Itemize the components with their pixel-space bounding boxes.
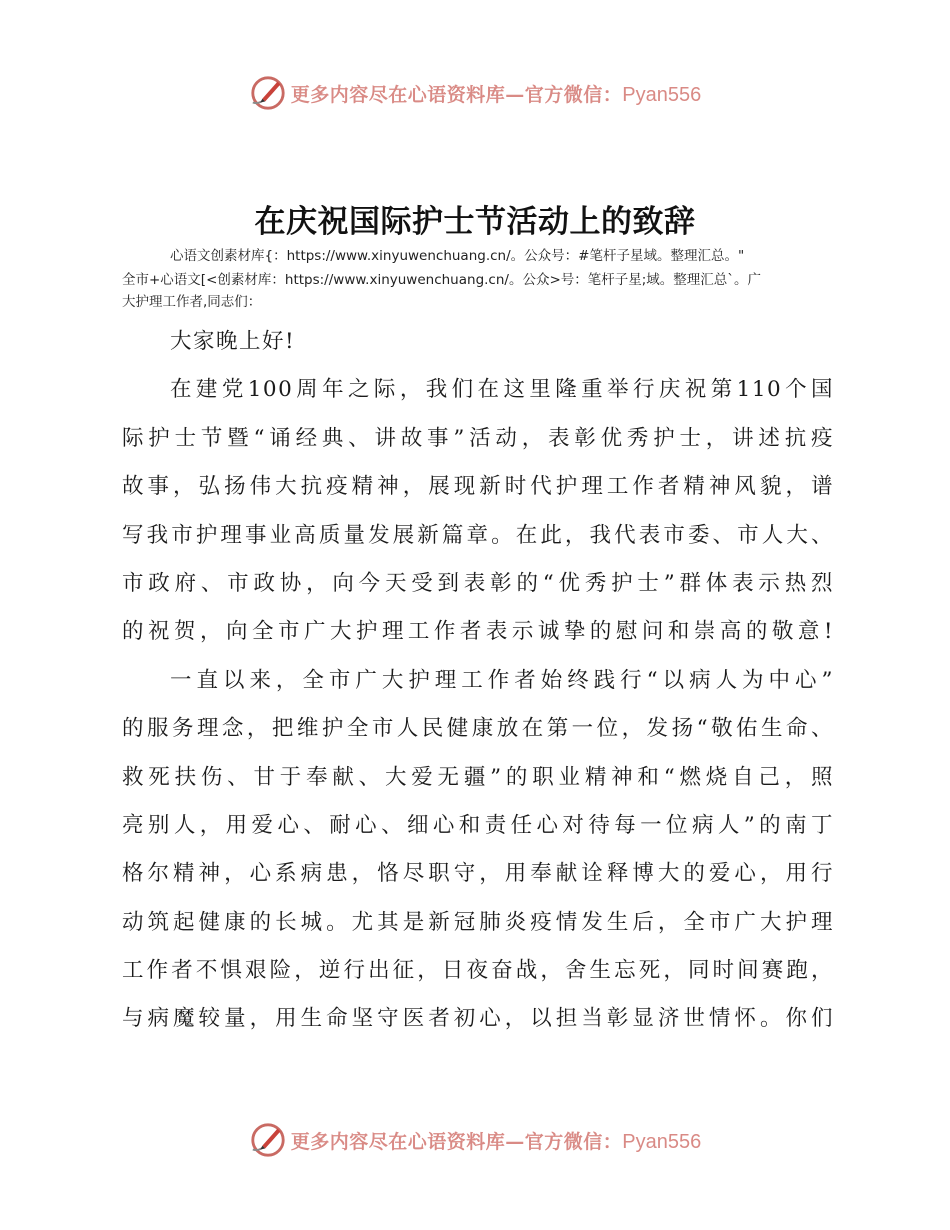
document-title: 在庆祝国际护士节活动上的致辞 bbox=[254, 204, 696, 240]
meta-line: 全市+心语文[<创素材库：https://www.xinyuwenchuang.cn/。公众>号：笔杆子星;域。整理汇总`。广 bbox=[122, 272, 762, 288]
header-banner-wechat-id: Pyan556 bbox=[622, 83, 702, 106]
body-line: 的祝贺，向全市广大护理工作者表示诚挚的慰问和崇高的敬意! bbox=[122, 619, 834, 645]
body-line: 工作者不惧艰险，逆行出征，日夜奋战，舍生忘死，同时间赛跑， bbox=[122, 958, 834, 984]
body-line: 写我市护理事业高质量发展新篇章。在此，我代表市委、市人大、 bbox=[122, 522, 834, 548]
body-line: 亮别人，用爱心、耐心、细心和责任心对待每一位病人”的南丁 bbox=[122, 812, 834, 838]
body-line: 救死扶伤、甘于奉献、大爱无疆”的职业精神和“燃烧自己，照 bbox=[122, 764, 834, 790]
header-banner-text bbox=[291, 80, 701, 107]
footer-banner-label: 更多内容尽在心语资料库—官方微信： bbox=[290, 1130, 623, 1153]
body-line: 的服务理念，把维护全市人民健康放在第一位，发扬“敬佑生命、 bbox=[122, 716, 834, 742]
body-line: 际护士节暨“诵经典、讲故事”活动，表彰优秀护士，讲述抗疫 bbox=[122, 425, 834, 451]
meta-line: 心语文创素材库{：https://www.xinyuwenchuang.cn/。公众号：#笔杆子星域。整理汇总。" bbox=[170, 248, 745, 264]
pen-nib-logo-icon bbox=[249, 1121, 287, 1159]
footer-banner-wechat-id: Pyan556 bbox=[622, 1130, 702, 1153]
header-banner-label: 更多内容尽在心语资料库—官方微信： bbox=[290, 83, 623, 106]
body-line: 与病魔较量，用生命坚守医者初心，以担当彰显济世情怀。你们 bbox=[122, 1006, 834, 1032]
body-line: 市政府、市政协，向今天受到表彰的“优秀护士”群体表示热烈 bbox=[122, 570, 834, 596]
pen-nib-logo-icon bbox=[249, 74, 287, 112]
body-line: 在建党100周年之际，我们在这里隆重举行庆祝第110个国 bbox=[170, 377, 834, 403]
body-line: 动筑起健康的长城。尤其是新冠肺炎疫情发生后，全市广大护理 bbox=[122, 909, 834, 935]
footer-banner bbox=[0, 1120, 950, 1160]
header-banner bbox=[0, 73, 950, 113]
document-body bbox=[122, 328, 834, 1054]
footer-banner-text bbox=[291, 1127, 701, 1154]
body-line: 大家晚上好! bbox=[170, 329, 296, 354]
meta-line: 大护理工作者,同志们： bbox=[122, 294, 262, 310]
body-line: 故事，弘扬伟大抗疫精神，展现新时代护理工作者精神风貌，谱 bbox=[122, 474, 834, 500]
body-line: 一直以来，全市广大护理工作者始终践行“以病人为中心” bbox=[170, 667, 834, 693]
body-line: 格尔精神，心系病患，恪尽职守，用奉献诠释博大的爱心，用行 bbox=[122, 861, 834, 887]
